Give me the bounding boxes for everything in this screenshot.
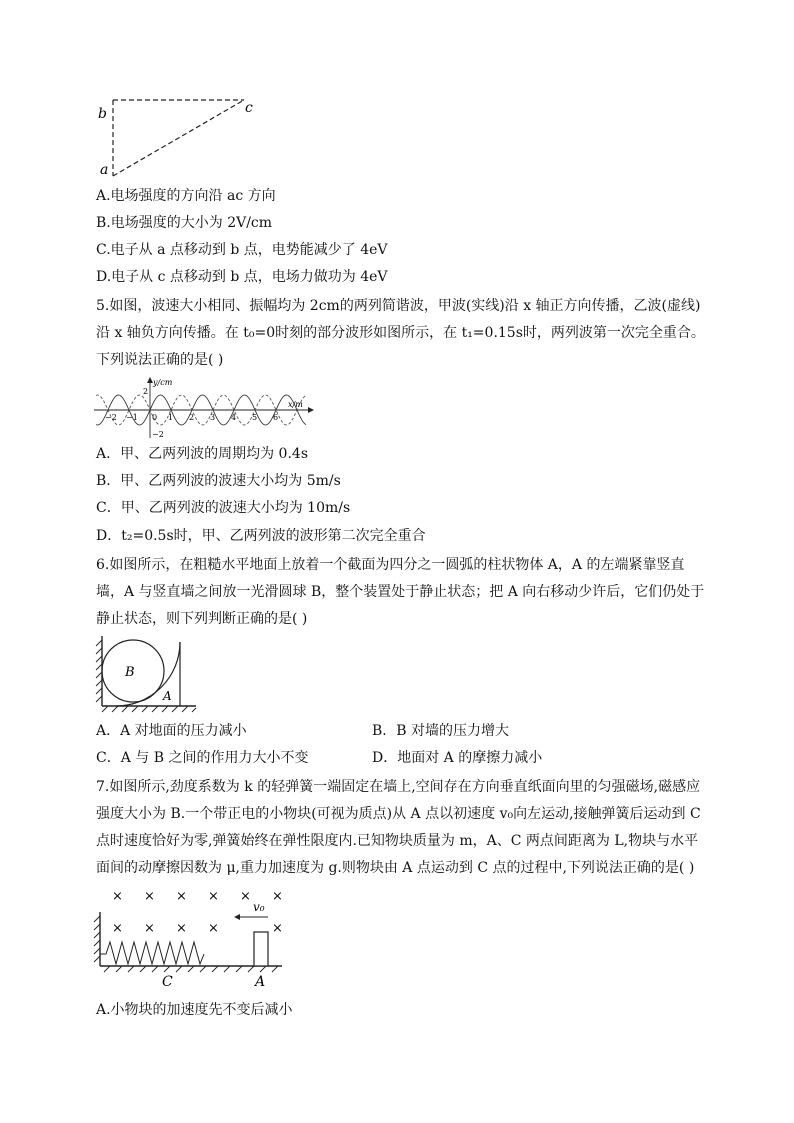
q5-option-d: D．t₂=0.5s时，甲、乙两列波的波形第二次完全重合 xyxy=(96,528,426,544)
field-cross: × xyxy=(112,921,123,936)
spring-field-figure xyxy=(92,882,292,992)
tick-neg2: −2 xyxy=(152,430,164,439)
label-a: a xyxy=(100,162,109,178)
wave-figure xyxy=(92,376,314,440)
q5-stem-line1: 5.如图，波速大小相同、振幅均为 2cm的两列简谐波，甲波(实线)沿 x 轴正方向传播，乙波(虚线) xyxy=(96,298,701,314)
ball-block-figure xyxy=(92,634,202,716)
triangle-figure xyxy=(92,92,262,182)
point-a-label: A xyxy=(255,974,266,990)
q5-stem-line3: 下列说法正确的是( ) xyxy=(96,352,224,368)
field-cross: × xyxy=(144,921,155,936)
q5-option-a: A．甲、乙两列波的周期均为 0.4s xyxy=(96,446,309,462)
point-c-label: C xyxy=(162,974,173,990)
x-tick-label-origin: 0 xyxy=(152,413,158,422)
q6-stem-line3: 静止状态，则下列判断正确的是( ) xyxy=(96,611,308,627)
q6-option-c: C．A 与 B 之间的作用力大小不变 xyxy=(96,750,309,766)
q6-option-d: D．地面对 A 的摩擦力减小 xyxy=(372,750,543,766)
field-cross: × xyxy=(176,889,187,904)
x-tick-label: 5 xyxy=(252,413,258,422)
q4-option-c: C.电子从 a 点移动到 b 点，电势能减少了 4eV xyxy=(96,242,388,258)
q6-option-a: A．A 对地面的压力减小 xyxy=(96,723,247,739)
x-tick-label: −2 xyxy=(105,413,117,422)
q6-option-b: B．B 对墙的压力增大 xyxy=(372,723,510,739)
block xyxy=(254,932,268,966)
field-cross: × xyxy=(272,889,283,904)
q4-option-d: D.电子从 c 点移动到 b 点，电场力做功为 4eV xyxy=(96,269,388,285)
field-cross: × xyxy=(208,921,219,936)
q7-stem-line2: 强度大小为 B.一个带正电的小物块(可视为质点)从 A 点以初速度 v₀向左运动,接触弹簧后运动到 C xyxy=(96,806,701,822)
x-axis-label: x/m xyxy=(288,400,303,409)
field-cross: × xyxy=(176,921,187,936)
ball-label: B xyxy=(125,665,135,680)
x-tick-label: 2 xyxy=(189,413,195,422)
q7-option-a: A.小物块的加速度先不变后减小 xyxy=(96,1002,293,1018)
q7-stem-line4: 面间的动摩擦因数为 μ,重力加速度为 g.则物块由 A 点运动到 C 点的过程中,下列说法正确的是( ) xyxy=(96,860,695,876)
field-cross: × xyxy=(144,889,155,904)
field-cross: × xyxy=(208,889,219,904)
label-b: b xyxy=(98,106,107,122)
label-c: c xyxy=(245,100,253,116)
q7-stem-line1: 7.如图所示,劲度系数为 k 的轻弹簧一端固定在墙上,空间存在方向垂直纸面向里的匀强磁场,磁感应 xyxy=(96,779,701,795)
x-tick-label: 4 xyxy=(231,413,237,422)
q6-stem-line2: 墙，A 与竖直墙之间放一光滑圆球 B，整个装置处于静止状态；把 A 向右移动少许后，它们仍处于 xyxy=(96,584,705,600)
q5-stem-line2: 沿 x 轴负方向传播。在 t₀=0时刻的部分波形如图所示，在 t₁=0.15s时，两列波第一次完全重合。 xyxy=(96,325,705,341)
tick-pos2: 2 xyxy=(143,387,149,396)
x-tick-labels xyxy=(105,413,278,422)
y-axis-label: y/cm xyxy=(153,378,173,387)
field-cross: × xyxy=(112,889,123,904)
q4-option-b: B.电场强度的大小为 2V/cm xyxy=(96,215,273,231)
spring xyxy=(100,942,204,964)
field-cross: × xyxy=(240,889,251,904)
velocity-label: v₀ xyxy=(253,900,265,914)
block-label: A xyxy=(163,689,172,703)
field-cross: × xyxy=(272,921,283,936)
x-tick-label: 6 xyxy=(273,413,279,422)
x-tick-label: 1 xyxy=(168,413,174,422)
x-tick-label: 3 xyxy=(210,413,216,422)
q5-option-b: B．甲、乙两列波的波速大小均为 5m/s xyxy=(96,473,341,489)
q4-option-a: A.电场强度的方向沿 ac 方向 xyxy=(96,188,276,204)
q6-stem-line1: 6.如图所示，在粗糙水平地面上放着一个截面为四分之一圆弧的柱状物体 A，A 的左端紧靠竖直 xyxy=(96,557,685,573)
q5-option-c: C．甲、乙两列波的波速大小均为 10m/s xyxy=(96,500,351,516)
x-tick-label: −1 xyxy=(126,413,138,422)
q7-stem-line3: 点时速度恰好为零,弹簧始终在弹性限度内.已知物块质量为 m，A、C 两点间距离为 L,物块与水平 xyxy=(96,833,699,849)
